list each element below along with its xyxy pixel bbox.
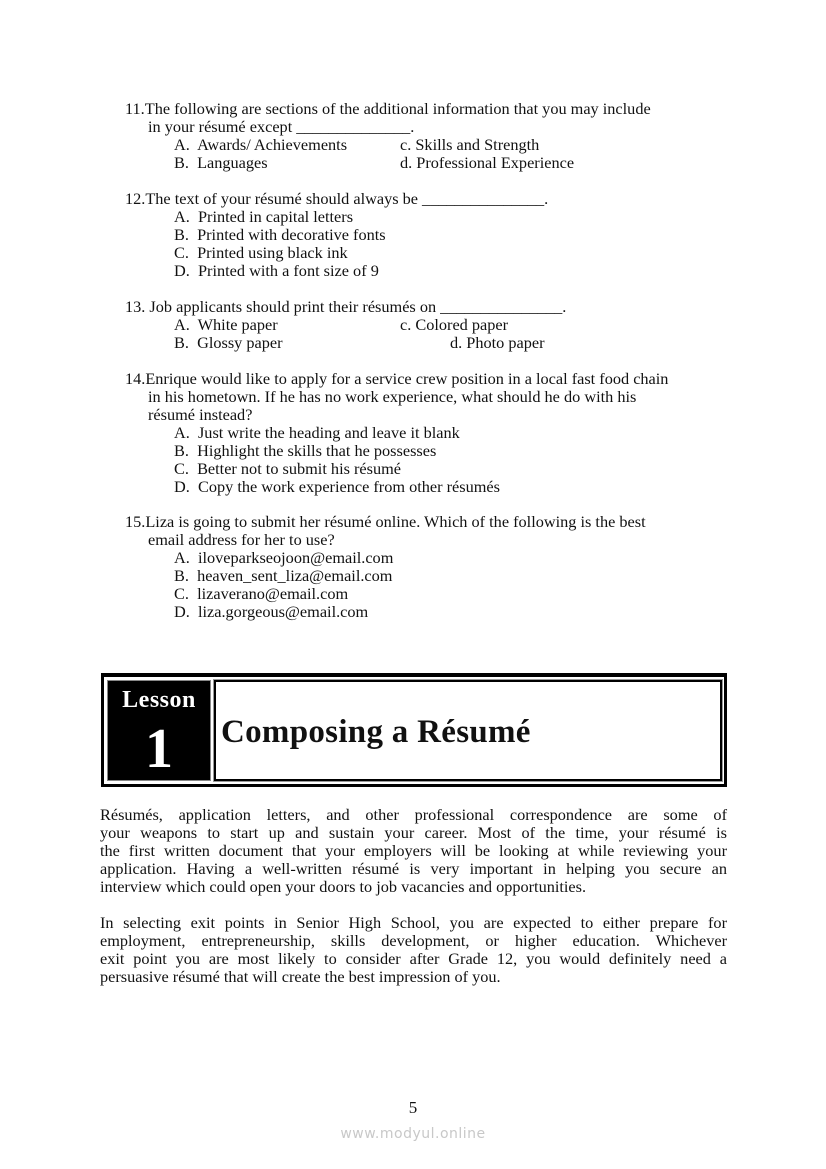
answer-option: A. Awards/ Achievements — [174, 135, 348, 154]
paragraph-line: persuasive résumé that will create the best impression of you. — [100, 967, 501, 986]
question-stem-continued: résumé instead? — [148, 405, 253, 424]
lesson-header — [101, 673, 727, 787]
answer-option: A. White paper — [174, 315, 278, 334]
answer-option: B. heaven_sent_liza@email.com — [174, 566, 393, 585]
paragraph-line: exit point you are most likely to consider after Grade 12, you would definitely need a — [100, 949, 727, 968]
answer-option: D. Printed with a font size of 9 — [174, 261, 379, 280]
answer-option: B. Glossy paper — [174, 333, 283, 352]
paragraph-line: interview which could open your doors to job vacancies and opportunities. — [100, 877, 587, 896]
lesson-title: Composing a Résumé — [221, 714, 531, 750]
question-stem-continued: in his hometown. If he has no work experience, what should he do with his — [148, 387, 637, 406]
answer-option: d. Photo paper — [450, 333, 545, 352]
paragraph-line: employment, entrepreneurship, skills development, or higher education. Whichever — [100, 931, 727, 950]
answer-option: C. Printed using black ink — [174, 243, 348, 262]
answer-option: A. Printed in capital letters — [174, 207, 354, 226]
paragraph-line: In selecting exit points in Senior High School, you are expected to either prepare for — [100, 913, 727, 932]
paragraph-line: your weapons to start up and sustain your career. Most of the time, your résumé is — [100, 823, 727, 842]
question-stem: 11.The following are sections of the additional information that you may include — [125, 99, 651, 118]
lesson-word: Lesson — [122, 687, 196, 713]
paragraph-line: Résumés, application letters, and other professional correspondence are some of — [100, 805, 727, 824]
lesson-number: 1 — [145, 718, 173, 780]
answer-option: c. Skills and Strength — [400, 135, 540, 154]
lesson-label-block — [107, 680, 211, 781]
answer-option: C. lizaverano@email.com — [174, 584, 349, 603]
question-stem-continued: in your résumé except ______________. — [148, 117, 415, 136]
answer-option: C. Better not to submit his résumé — [174, 459, 402, 478]
question-stem: 12.The text of your résumé should always be _______________. — [125, 189, 549, 208]
paragraph-line: application. Having a well-written résumé is very important in helping you secure an — [100, 859, 727, 878]
answer-option: B. Languages — [174, 153, 268, 172]
answer-option: d. Professional Experience — [400, 153, 575, 172]
answer-option: D. liza.gorgeous@email.com — [174, 602, 369, 621]
watermark: www.modyul.online — [340, 1126, 486, 1142]
question-stem-continued: email address for her to use? — [148, 530, 335, 549]
answer-option: B. Printed with decorative fonts — [174, 225, 386, 244]
lesson-title-box — [214, 680, 722, 781]
answer-option: A. iloveparkseojoon@email.com — [174, 548, 394, 567]
page-number: 5 — [408, 1098, 418, 1117]
question-stem: 15.Liza is going to submit her résumé online. Which of the following is the best — [125, 512, 646, 531]
answer-option: A. Just write the heading and leave it blank — [174, 423, 460, 442]
answer-option: B. Highlight the skills that he possesses — [174, 441, 437, 460]
paragraph-line: the first written document that your employers will be looking at while reviewing your — [100, 841, 727, 860]
question-stem: 14.Enrique would like to apply for a service crew position in a local fast food chain — [125, 369, 669, 388]
answer-option: D. Copy the work experience from other résumés — [174, 477, 500, 496]
answer-option: c. Colored paper — [400, 315, 509, 334]
question-stem: 13. Job applicants should print their résumés on _______________. — [125, 297, 567, 316]
